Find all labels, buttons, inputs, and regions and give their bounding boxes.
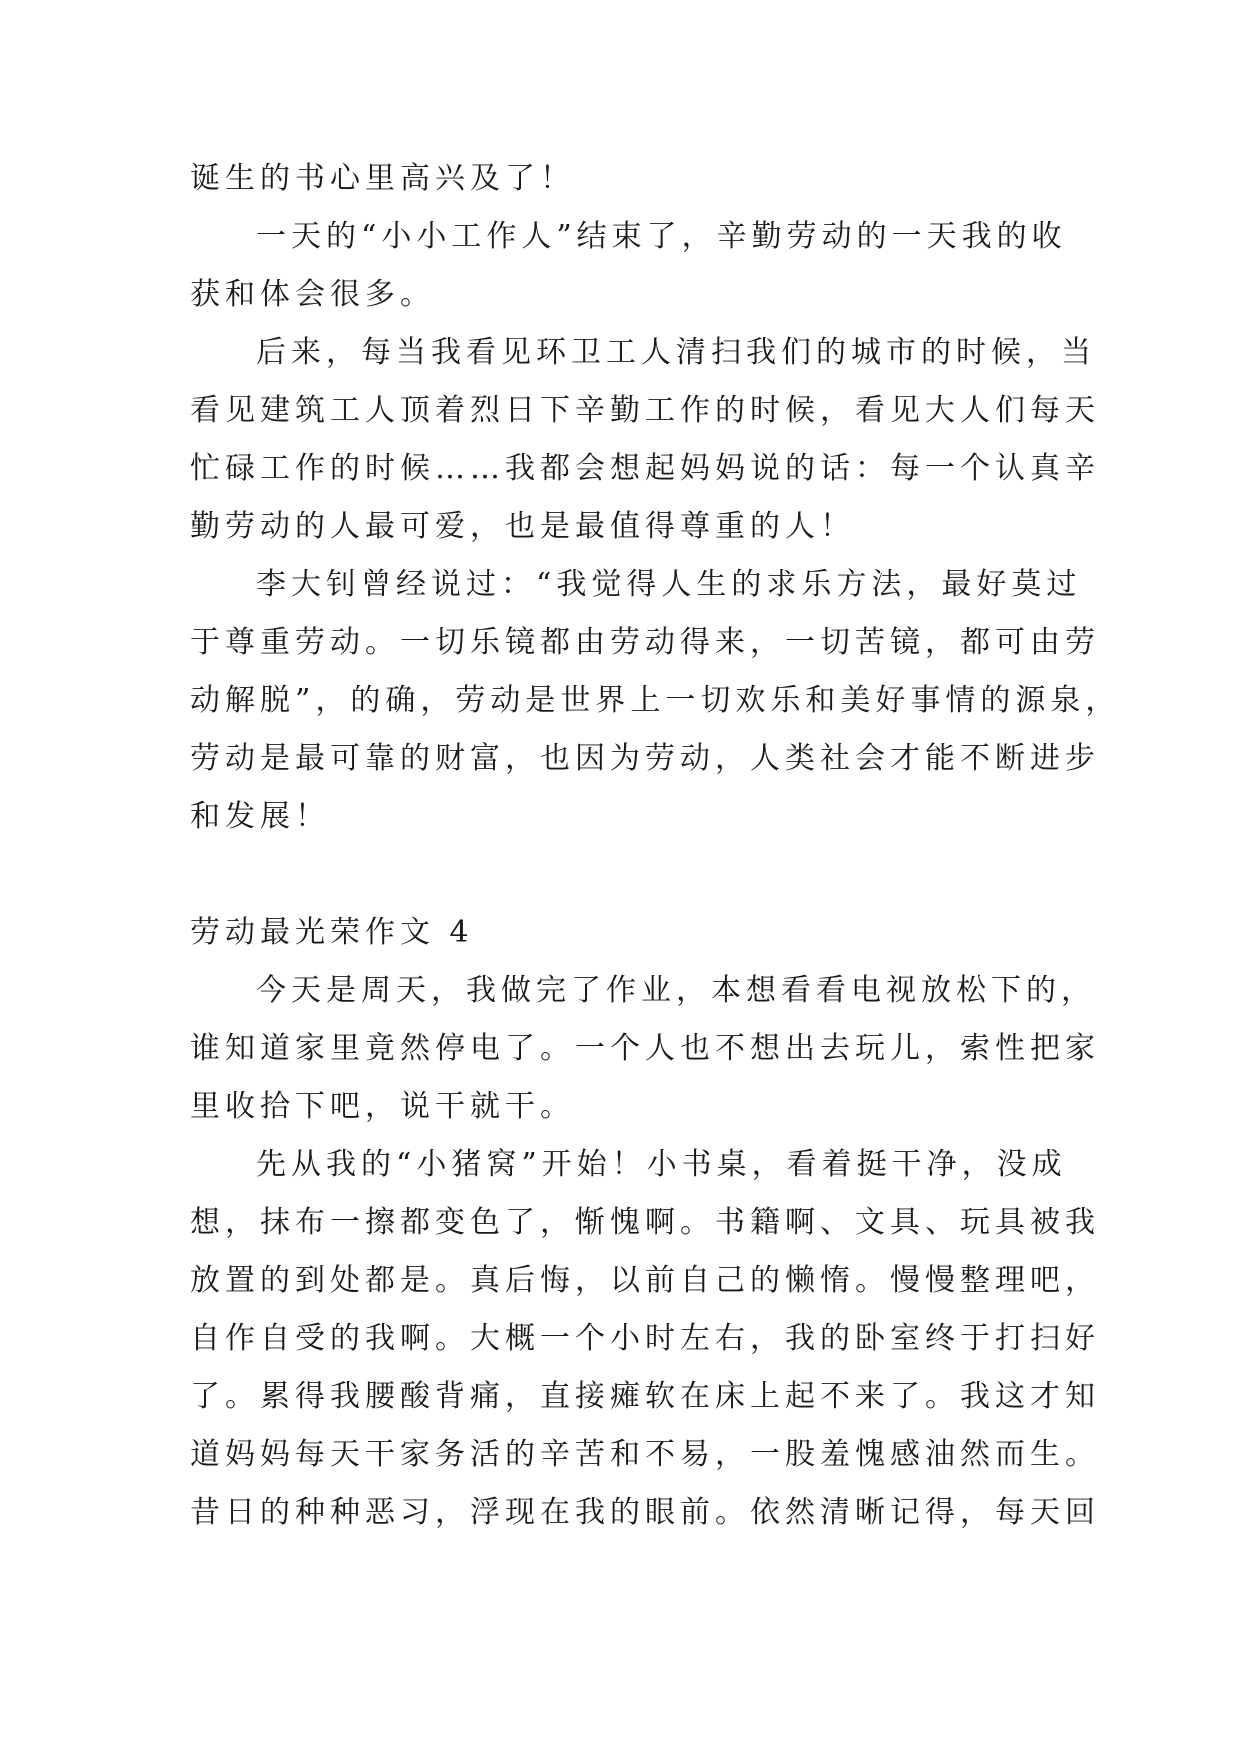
section-gap bbox=[190, 846, 1070, 904]
paragraph bbox=[190, 150, 1070, 208]
section-title: 劳动最光荣作文 4 bbox=[190, 915, 474, 950]
text-line: 放置的到处都是。真后悔，以前自己的懒惰。慢慢整理吧， bbox=[190, 1263, 1100, 1298]
text-line: 看见建筑工人顶着烈日下辛勤工作的时候，看见大人们每天 bbox=[190, 393, 1100, 428]
text-line: 勤劳动的人最可爱，也是最值得尊重的人！ bbox=[190, 509, 855, 544]
text-line: 昔日的种种恶习，浮现在我的眼前。依然清晰记得，每天回 bbox=[190, 1495, 1100, 1530]
text-line: 诞生的书心里高兴及了！ bbox=[190, 161, 575, 196]
text-line: 动解脱”，的确，劳动是世界上一切欢乐和美好事情的源泉， bbox=[190, 683, 1121, 718]
text-line: 李大钊曾经说过：“我觉得人生的求乐方法，最好莫过 bbox=[256, 567, 1082, 602]
text-line: 了。累得我腰酸背痛，直接瘫软在床上起不来了。我这才知 bbox=[190, 1379, 1100, 1414]
text-line: 自作自受的我啊。大概一个小时左右，我的卧室终于打扫好 bbox=[190, 1321, 1100, 1356]
text-line: 忙碌工作的时候……我都会想起妈妈说的话：每一个认真辛 bbox=[190, 451, 1100, 486]
document-page bbox=[190, 150, 1121, 1542]
text-line: 获和体会很多。 bbox=[190, 277, 435, 312]
paragraph bbox=[190, 556, 1121, 846]
text-line: 一天的“小小工作人”结束了，辛勤劳动的一天我的收 bbox=[256, 219, 1067, 254]
text-line: 谁知道家里竟然停电了。一个人也不想出去玩儿，索性把家 bbox=[190, 1031, 1100, 1066]
text-line: 劳动是最可靠的财富，也因为劳动，人类社会才能不断进步 bbox=[190, 741, 1100, 776]
paragraph bbox=[190, 962, 1100, 1136]
text-line: 今天是周天，我做完了作业，本想看看电视放松下的， bbox=[256, 973, 1096, 1008]
text-line: 后来，每当我看见环卫工人清扫我们的城市的时候，当 bbox=[256, 335, 1096, 370]
text-line: 想，抹布一擦都变色了，惭愧啊。书籍啊、文具、玩具被我 bbox=[190, 1205, 1100, 1240]
paragraph bbox=[190, 1136, 1100, 1542]
text-line: 于尊重劳动。一切乐镜都由劳动得来，一切苦镜，都可由劳 bbox=[190, 625, 1100, 660]
text-line: 道妈妈每天干家务活的辛苦和不易，一股羞愧感油然而生。 bbox=[190, 1437, 1100, 1472]
text-line: 先从我的“小猪窝”开始！小书桌，看着挺干净，没成 bbox=[256, 1147, 1067, 1182]
paragraph bbox=[190, 324, 1100, 556]
text-line: 和发展！ bbox=[190, 799, 330, 834]
paragraph bbox=[190, 208, 1070, 324]
text-line: 里收拾下吧，说干就干。 bbox=[190, 1089, 575, 1124]
